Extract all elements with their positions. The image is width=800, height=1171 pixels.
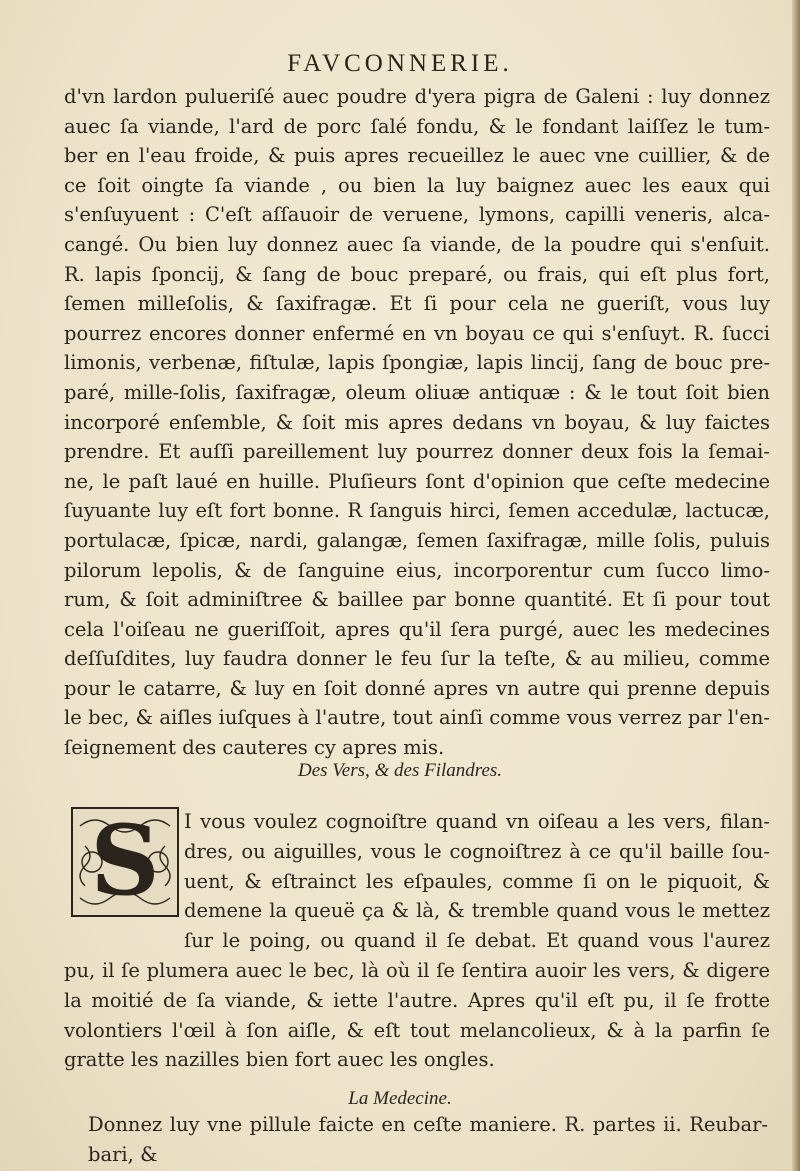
paragraph-2 [64, 807, 770, 1075]
text-line: gratte les nazilles bien fort auec les ongles. [64, 1048, 495, 1072]
text-line: d'vn lardon pulueriſé auec poudre d'yera pigra de Galeni : luy donnez [64, 85, 770, 108]
running-head: FAVCONNERIE. [287, 50, 513, 77]
text-line: ce ſoit oingte ſa viande , ou bien la luy baignez auec les eaux qui [64, 173, 770, 197]
text-line: incorporé enſemble, & ſoit mis apres dedans vn boyau, & luy faictes [64, 410, 770, 434]
text-line: demene la queuë ça & là, & tremble quand vous le mettez [184, 899, 770, 923]
section-heading-medecine: La Medecine. [348, 1088, 452, 1109]
text-line: pour le catarre, & luy en ſoit donné apres vn autre qui prenne depuis [64, 676, 770, 700]
text-line: R. lapis ſponcij, & ſang de bouc preparé, ou frais, qui eſt plus fort, [64, 262, 770, 286]
text-line: uent, & eſtrainct les eſpaules, comme ſi on le piquoit, & [184, 869, 770, 893]
section-heading-vers: Des Vers, & des Filandres. [297, 760, 503, 781]
text-line: cangé. Ou bien luy donnez auec ſa viande, de la poudre qui s'enſuit. [64, 232, 770, 256]
text-line: deſſuſdites, luy faudra donner le feu ſur la teſte, & au milieu, comme [64, 647, 770, 671]
svg-text:S: S [90, 806, 160, 917]
text-line: paré, mille-ſolis, ſaxifragæ, oleum oliuæ antiquæ : & le tout ſoit bien [64, 380, 770, 404]
text-line: ſuyuante luy eſt fort bonne. R ſanguis hirci, ſemen accedulæ, lactucæ, [64, 499, 770, 523]
paragraph-1 [64, 82, 770, 763]
text-line: volontiers l'œil à ſon aiſle, & eſt tout melancolieux, & à la parfin ſe [64, 1018, 770, 1042]
text-line: auec ſa viande, l'ard de porc ſalé fondu, & le fondant laiſſez le tum- [64, 114, 770, 138]
text-line: pu, il ſe plumera auec le bec, là où il ſe ſentira auoir les vers, & digere [64, 958, 770, 982]
text-line: dres, ou aiguilles, vous le cognoiſtrez à ce qu'il baille ſou- [184, 839, 770, 863]
text-line: rum, & ſoit adminiſtree & baillee par bonne quantité. Et ſi pour tout [64, 588, 770, 612]
text-line: la moitié de ſa viande, & iette l'autre. Apres qu'il eſt pu, il ſe frotte [64, 988, 770, 1012]
text-line: ſeignement des cauteres cy apres mis. [64, 736, 445, 760]
page-edge [792, 0, 800, 1171]
text-line: ber en l'eau froide, & puis apres recueillez le auec vne cuillier, & de [64, 144, 770, 168]
text-line: Donnez luy vne pillule faicte en ceſte maniere. R. partes ii. Reubar- [88, 1113, 768, 1136]
text-line: ſur le poing, ou quand il ſe debat. Et quand vous l'aurez [184, 929, 770, 953]
text-line: portulacæ, ſpicæ, nardi, galangæ, ſemen ſaxifragæ, mille ſolis, puluis [64, 528, 770, 552]
text-line: ne, le paſt laué en huille. Pluſieurs ſont d'opinion que ceſte medecine [64, 469, 770, 493]
text-line: le bec, & aiſles iuſques à l'autre, tout ainſi comme vous verrez par l'en- [64, 706, 770, 730]
text-line: prendre. Et auſſi pareillement luy pourrez donner deux fois la ſemai- [64, 440, 770, 464]
text-line: ſemen milleſolis, & ſaxifragæ. Et ſi pour cela ne gueriſt, vous luy [64, 292, 770, 316]
text-line: pourrez encores donner enfermé en vn boyau ce qui s'enſuyt. R. ſucci [64, 321, 770, 345]
text-line: pilorum lepolis, & de ſanguine eius, incorporentur cum ſucco limo- [64, 558, 770, 582]
catchword: bari, & [88, 1143, 158, 1166]
text-line: cela l'oiſeau ne gueriſſoit, apres qu'il ſera purgé, auec les medecines [64, 617, 770, 641]
text-line: I vous voulez cognoiſtre quand vn oiſeau a les vers, filan- [184, 810, 770, 833]
paragraph-3 [88, 1110, 768, 1170]
text-line: s'enſuyuent : C'eſt aſſauoir de veruene, lymons, capilli veneris, alca- [64, 203, 770, 227]
text-line: limonis, verbenæ, fiſtulæ, lapis ſpongiæ, lapis lincij, ſang de bouc pre- [64, 351, 770, 375]
